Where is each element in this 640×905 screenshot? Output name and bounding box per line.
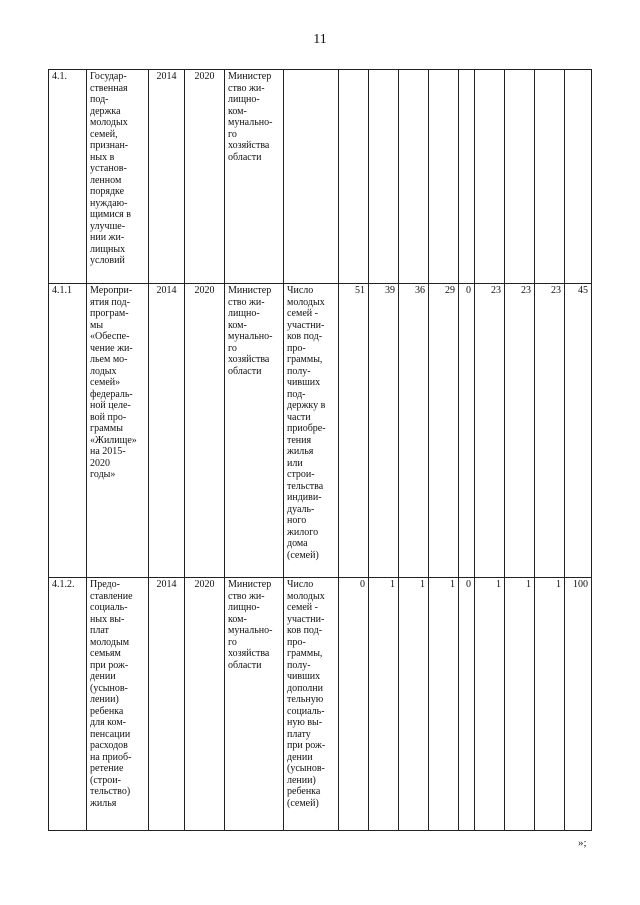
value-cell: 45 — [565, 284, 592, 578]
table-row — [49, 284, 592, 578]
value-cell: 0 — [459, 578, 475, 831]
value-cell: 1 — [399, 578, 429, 831]
closing-quote-mark: »; — [578, 837, 587, 849]
value-cell — [565, 70, 592, 284]
value-cell — [339, 70, 369, 284]
value-cell: 100 — [565, 578, 592, 831]
value-cell: 23 — [505, 284, 535, 578]
start-year: 2014 — [149, 284, 185, 578]
executor: Министер ство жи- лищно- ком- мунально- го хозяйства области — [225, 70, 284, 284]
value-cell — [459, 70, 475, 284]
value-cell: 23 — [535, 284, 565, 578]
end-year: 2020 — [185, 578, 225, 831]
value-cell: 29 — [429, 284, 459, 578]
end-year: 2020 — [185, 70, 225, 284]
indicator — [284, 70, 339, 284]
executor: Министер ство жи- лищно- ком- мунально- го хозяйства области — [225, 284, 284, 578]
executor: Министер ство жи- лищно- ком- мунально- го хозяйства области — [225, 578, 284, 831]
measure-name: Государ- ственная под- держка молодых семей, признан- ных в установ- ленном порядке нуждаю- щимися в улучше- нии жи- лищных условий — [87, 70, 149, 284]
value-cell: 0 — [459, 284, 475, 578]
value-cell: 1 — [475, 578, 505, 831]
value-cell: 1 — [369, 578, 399, 831]
value-cell: 36 — [399, 284, 429, 578]
measures-table — [48, 69, 592, 831]
value-cell — [399, 70, 429, 284]
row-code: 4.1. — [49, 70, 87, 284]
indicator: Число молодых семей - участни- ков под- про- граммы, полу- чивших дополни тельную социаль- ную вы- плату при рож- дении (усынов- лении) ребенка (семей) — [284, 578, 339, 831]
row-code: 4.1.1 — [49, 284, 87, 578]
start-year: 2014 — [149, 578, 185, 831]
indicator: Число молодых семей - участни- ков под- про- граммы, полу- чивших под- держку в части приобре- тения жилья или строи- тельства индиви- дуаль- ного жилого дома (семей) — [284, 284, 339, 578]
value-cell: 23 — [475, 284, 505, 578]
table-row — [49, 70, 592, 284]
value-cell — [505, 70, 535, 284]
value-cell — [535, 70, 565, 284]
measure-name: Предо- ставление социаль- ных вы- плат молодым семьям при рож- дении (усынов- лении) ребенка для ком- пенсации расходов на приоб- ретение (строи- тельство) жилья — [87, 578, 149, 831]
row-code: 4.1.2. — [49, 578, 87, 831]
value-cell: 39 — [369, 284, 399, 578]
value-cell — [369, 70, 399, 284]
value-cell: 1 — [505, 578, 535, 831]
value-cell: 51 — [339, 284, 369, 578]
measure-name: Меропри- ятия под- програм- мы «Обеспе- чение жи- льем мо- лодых семей» федераль- ной целе- вой про- граммы «Жилище» на 2015- 2020 годы» — [87, 284, 149, 578]
page-number: 11 — [313, 32, 327, 47]
value-cell: 0 — [339, 578, 369, 831]
value-cell — [429, 70, 459, 284]
end-year: 2020 — [185, 284, 225, 578]
value-cell: 1 — [429, 578, 459, 831]
value-cell: 1 — [535, 578, 565, 831]
value-cell — [475, 70, 505, 284]
table-row — [49, 578, 592, 831]
start-year: 2014 — [149, 70, 185, 284]
